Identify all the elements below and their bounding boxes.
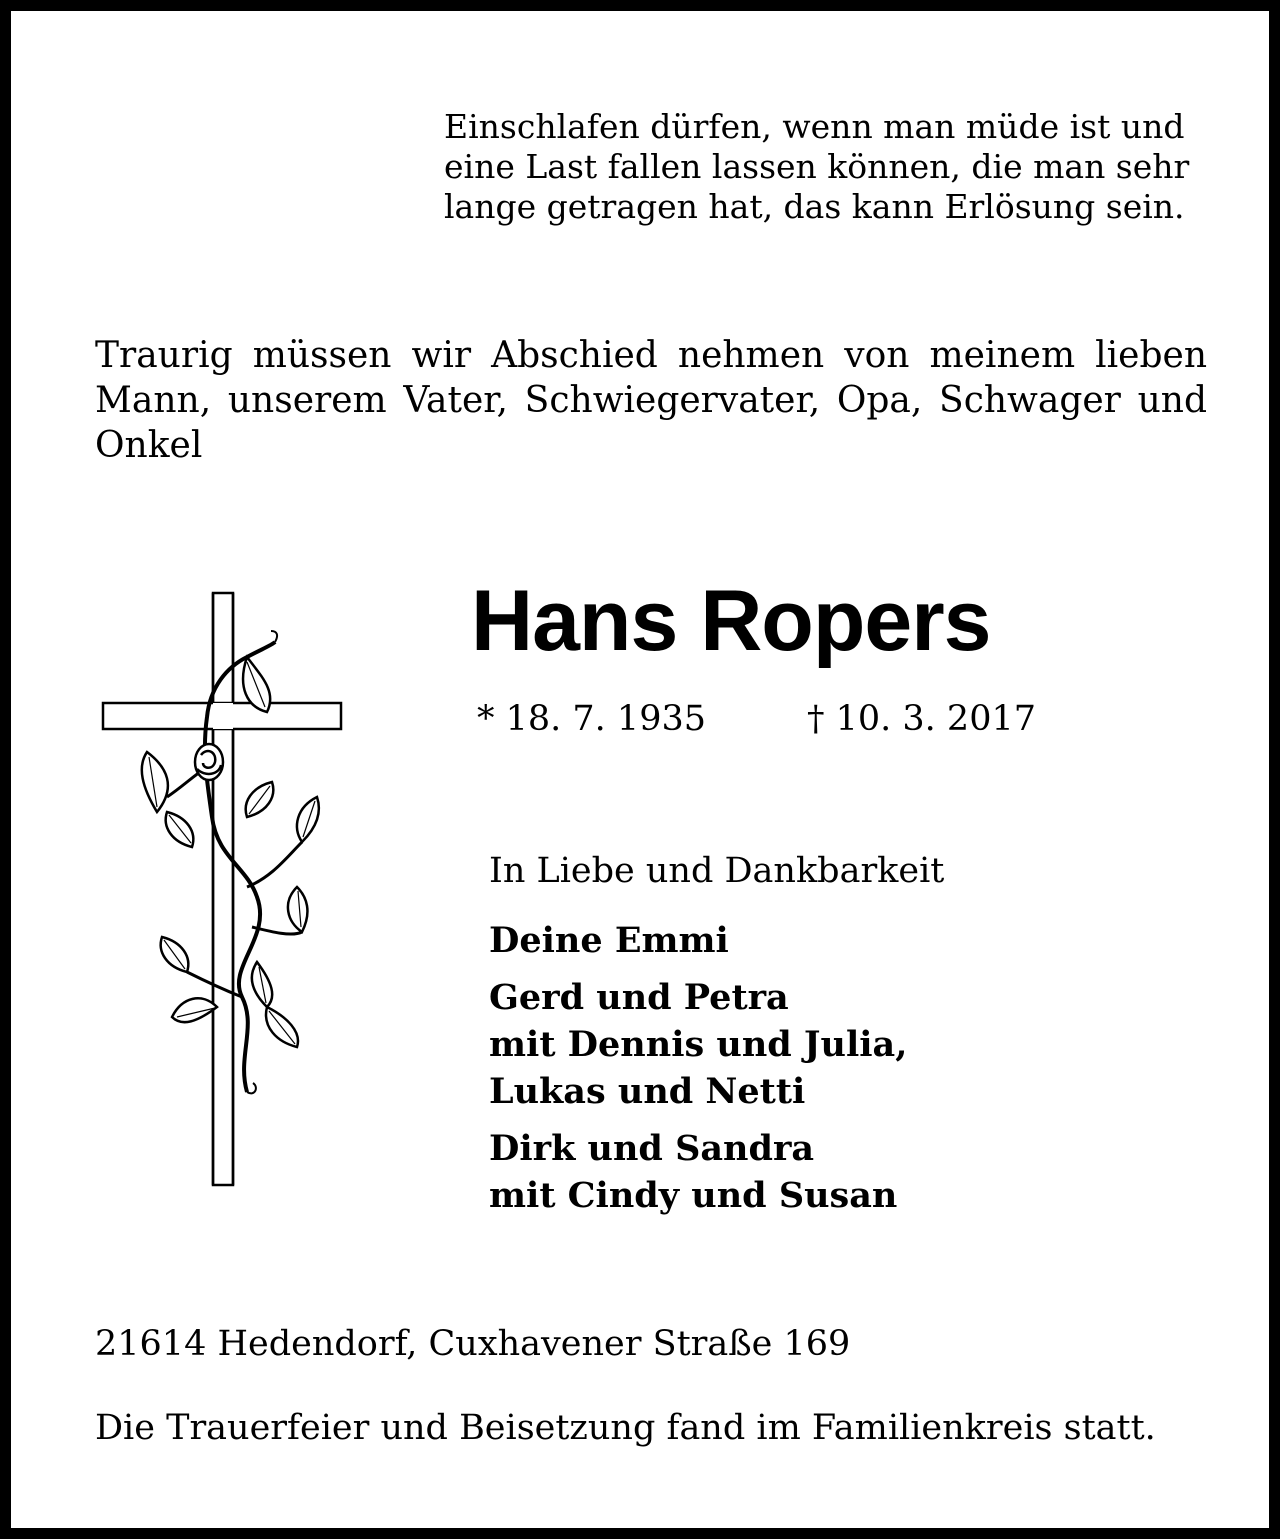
mourner-line: Dirk und Sandra: [489, 1128, 815, 1169]
mourners-list: [489, 917, 907, 1229]
motto-line: eine Last fallen lassen können, die man sehr: [444, 147, 1190, 186]
ceremony-note: Die Trauerfeier und Beisetzung fand im Familienkreis statt.: [95, 1408, 1156, 1448]
mourner-line: Gerd und Petra: [489, 977, 789, 1018]
mourner-line: Deine Emmi: [489, 920, 729, 961]
mourners-intro: In Liebe und Dankbarkeit: [489, 851, 945, 891]
mourner-group: [489, 974, 907, 1115]
mourner-group: [489, 917, 907, 964]
deceased-name: Hans Ropers: [471, 573, 991, 669]
death-date: † 10. 3. 2017: [807, 699, 1037, 739]
motto-quote: [444, 107, 1214, 227]
birth-date: * 18. 7. 1935: [477, 699, 707, 739]
motto-line: lange getragen hat, das kann Erlösung sein.: [444, 187, 1185, 226]
mourner-line: Lukas und Netti: [489, 1071, 806, 1112]
family-address: 21614 Hedendorf, Cuxhavener Straße 169: [95, 1324, 851, 1364]
mourner-group: [489, 1125, 907, 1219]
mourner-line: mit Cindy und Susan: [489, 1175, 898, 1216]
motto-line: Einschlafen dürfen, wenn man müde ist und: [444, 107, 1185, 146]
cross-with-rose-vine-icon: [97, 587, 347, 1187]
intro-text: Traurig müssen wir Abschied nehmen von meinem lieben Mann, unserem Vater, Schwiegervater, Opa, Schwager und Onkel: [95, 335, 1207, 466]
mourner-line: mit Dennis und Julia,: [489, 1024, 908, 1065]
